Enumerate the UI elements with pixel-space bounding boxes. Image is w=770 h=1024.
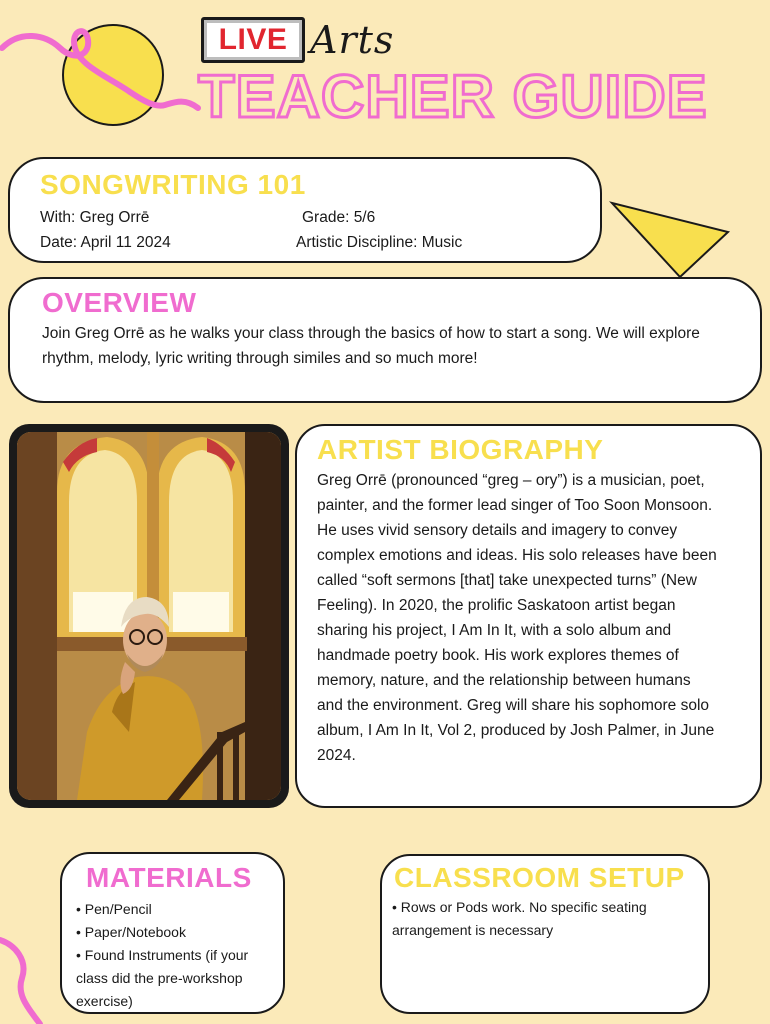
biography-line: and the environment. Greg will share his sophomore solo	[317, 697, 710, 714]
pink-squiggle-top-decoration	[2, 31, 198, 108]
artist-photo	[17, 432, 281, 800]
biography-line: album, I Am In It, Vol 2, produced by Josh Palmer, in June	[317, 722, 715, 739]
pink-squiggle-bottom-decoration	[0, 940, 40, 1024]
biography-line: sharing his project, I Am In It, with a solo album and	[317, 622, 672, 639]
list-item: • Rows or Pods work. No specific seating	[392, 899, 647, 915]
biography-line: Feeling). In 2020, the prolific Saskatoon artist began	[317, 597, 676, 614]
songwriting-card	[8, 157, 602, 263]
biography-line: handmade poetry book. His work explores themes of	[317, 647, 679, 664]
list-item: • Pen/Pencil	[76, 901, 152, 917]
biography-line: complex emotions and ideas. His solo releases have been	[317, 547, 717, 564]
yellow-triangle-decoration	[612, 203, 728, 277]
classroom-setup-title: CLASSROOM SETUP	[394, 862, 685, 893]
materials-list	[76, 898, 281, 1013]
artist-photo-frame	[9, 424, 289, 808]
biography-line: Greg Orrē (pronounced “greg – ory”) is a musician, poet,	[317, 472, 705, 489]
page-title: TEACHER GUIDE	[198, 63, 708, 130]
live-logo	[201, 17, 305, 63]
arts-logo-text: Arts	[310, 18, 395, 62]
materials-title: MATERIALS	[86, 862, 252, 893]
overview-text	[42, 321, 752, 371]
overview-line: Join Greg Orrē as he walks your class through the basics of how to start a song. We will explore	[42, 325, 700, 342]
classroom-setup-card	[380, 854, 710, 1014]
grade-level: Grade: 5/6	[302, 209, 376, 226]
overview-title: OVERVIEW	[42, 287, 197, 318]
artist-photo-illustration	[17, 432, 281, 800]
list-item: arrangement is necessary	[392, 922, 554, 938]
biography-title: ARTIST BIOGRAPHY	[317, 434, 604, 465]
artistic-discipline: Artistic Discipline: Music	[296, 234, 463, 251]
biography-card	[295, 424, 762, 808]
biography-line: called “soft sermons [that] take unexpected turns” (New	[317, 572, 697, 589]
biography-line: He uses vivid sensory details and imagery to convey	[317, 522, 678, 539]
list-item: class did the pre-workshop	[76, 970, 243, 986]
yellow-circle-decoration	[63, 25, 163, 125]
biography-text	[317, 468, 752, 768]
live-logo-text: LIVE	[218, 23, 288, 56]
songwriting-title: SONGWRITING 101	[40, 169, 306, 200]
overview-line: rhythm, melody, lyric writing through similes and so much more!	[42, 350, 478, 367]
list-item: exercise)	[76, 993, 133, 1009]
classroom-setup-list	[392, 896, 702, 942]
session-date: Date: April 11 2024	[40, 234, 171, 251]
materials-card	[60, 852, 285, 1014]
biography-line: painter, and the former lead singer of Too Soon Monsoon.	[317, 497, 713, 514]
overview-card	[8, 277, 762, 403]
teacher-name: With: Greg Orrē	[40, 209, 150, 226]
list-item: • Found Instruments (if your	[76, 947, 249, 963]
list-item: • Paper/Notebook	[76, 924, 186, 940]
biography-line: 2024.	[317, 747, 356, 764]
biography-line: memory, nature, and the relationship between humans	[317, 672, 691, 689]
